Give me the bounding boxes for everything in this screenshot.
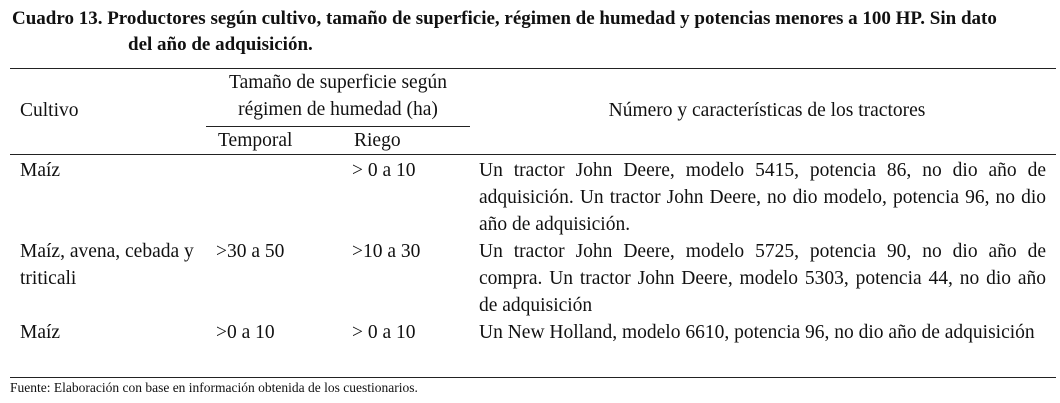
row-3-cultivo: Maíz <box>20 322 61 343</box>
caption-line-1: Cuadro 13. Productores según cultivo, tamaño de superficie, régimen de humedad y potencias menores a 100 HP. Sin dato <box>12 8 997 29</box>
header-riego: Riego <box>354 130 401 151</box>
header-tamano-superficie: Tamaño de superficie según régimen de humedad (ha) <box>229 72 447 120</box>
row-2-riego: >10 a 30 <box>352 241 421 262</box>
table-caption <box>12 6 1052 58</box>
row-2-tractores: Un tractor John Deere, modelo 5725, potencia 90, no dio año de compra. Un tractor John Deere, modelo 5303, potencia 44, no dio año de adquisición <box>479 241 1046 316</box>
caption-line-2: del año de adquisición. <box>128 34 313 55</box>
row-1-tractores: Un tractor John Deere, modelo 5415, potencia 86, no dio año de adquisición. Un tractor John Deere, no dio modelo, potencia 96, no dio año de adquisición. <box>479 160 1046 235</box>
row-3-riego: > 0 a 10 <box>352 322 416 343</box>
row-3-tractores: Un New Holland, modelo 6610, potencia 96, no dio año de adquisición <box>479 322 1035 343</box>
header-temporal: Temporal <box>218 130 293 151</box>
header-bottom-rule <box>10 154 1056 155</box>
header-cultivo: Cultivo <box>20 100 79 121</box>
source-note: Fuente: Elaboración con base en información obtenida de los cuestionarios. <box>10 380 418 395</box>
header-numero-tractores: Número y características de los tractores <box>608 100 926 121</box>
row-2-cultivo: Maíz, avena, cebada y triticali <box>20 241 194 289</box>
row-1-cultivo: Maíz <box>20 160 61 181</box>
table-top-rule <box>10 68 1056 69</box>
table-bottom-rule <box>10 377 1056 378</box>
row-2-temporal: >30 a 50 <box>216 241 285 262</box>
row-1-riego: > 0 a 10 <box>352 160 416 181</box>
row-3-temporal: >0 a 10 <box>216 322 275 343</box>
